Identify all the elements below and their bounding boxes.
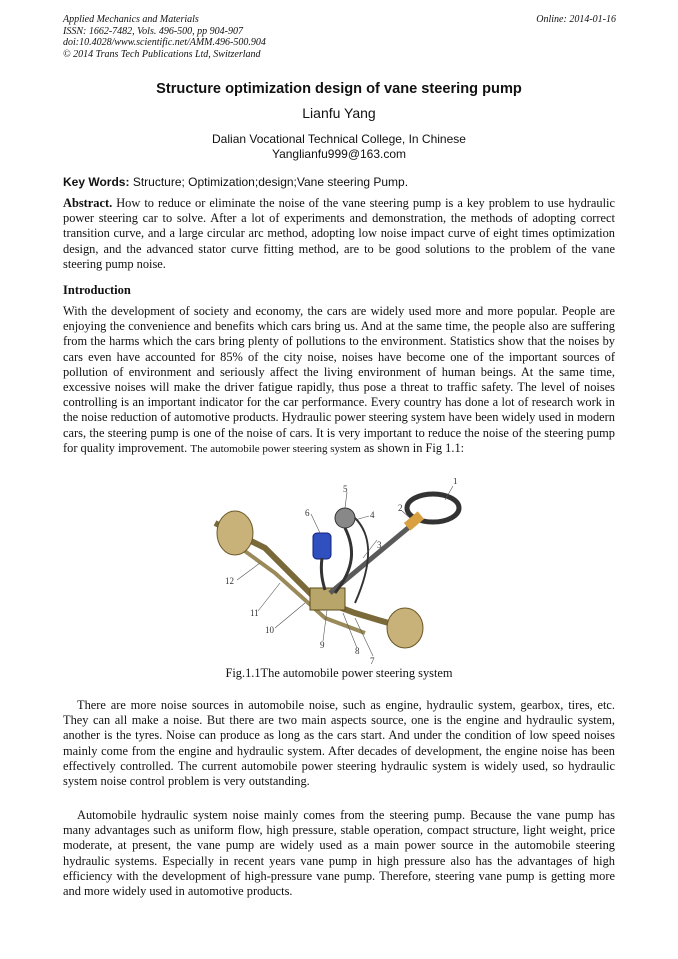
affiliation: Dalian Vocational Technical College, In Chinese xyxy=(212,132,466,146)
journal-header xyxy=(63,14,266,60)
figure-label: 11 xyxy=(250,608,259,618)
figure-caption: Fig.1.1The automobile power steering system xyxy=(225,666,453,680)
online-date xyxy=(536,14,616,26)
pressure-hose xyxy=(335,528,352,593)
figure-label: 3 xyxy=(377,540,382,550)
left-knuckle xyxy=(217,511,253,555)
figure-label: 10 xyxy=(265,625,274,635)
steering-gear xyxy=(310,588,345,610)
return-hose xyxy=(321,558,325,590)
paper-title: Structure optimization design of vane steering pump xyxy=(156,81,522,97)
fluid-reservoir xyxy=(313,533,331,559)
figure-label: 4 xyxy=(370,510,375,520)
author-name: Lianfu Yang xyxy=(302,105,376,121)
abstract-label: Abstract. xyxy=(63,196,113,210)
figure-label: 5 xyxy=(343,484,348,494)
steering-pump xyxy=(335,508,355,528)
body-paragraph-2: Automobile hydraulic system noise mainly comes from the steering pump. Because the vane pump has many advantages such as uniform flow, high pressure, stable operation, compact structure, light weight, price moderate, at present, the vane pump are widely used as a main power source in the automobile steering hydraulic systems. Especially in recent years vane pump in high pressure also has the advantages of high efficiency with the development of high-pressure vane pump. Therefore, steering vane pump is getting more and more widely used in automotive products. xyxy=(63,808,615,899)
introduction-text: With the development of society and economy, the cars are widely used more and more popular. People are enjoying the convenience and benefits which cars bring us. And at the same time, the people also are suffering from the harms which the cars bring plenty of pollutions to the environment. Statistics show that the noises by cars even have accounted for 85% of the city noise, noises have become one of the important sources of pollution of environment and seriously affect the living environment of human beings. At the same time, excessive noises will make the driver fatigue rapidly, thus pose a threat to traffic safety. The level of noises controlling is an important indicator for the car performance. Every country has done a lot of research work in the noise reduction of automotive products. Hydraulic power steering system have been widely used in modern cars, the steering pump is one of the noise of cars. It is very important to reduce the noise of the steering pump for quality improvement. xyxy=(63,304,615,455)
figure-label: 9 xyxy=(320,640,325,650)
journal-name: Applied Mechanics and Materials xyxy=(63,14,199,25)
introduction-small-text: The automobile power steering system xyxy=(190,442,361,455)
abstract-text: How to reduce or eliminate the noise of the vane steering pump is a key problem to use hydraulic power steering car to solve. After a lot of experiments and demonstration, the methods of adopting correct transition curve, and a large circular arc method, adopting low noise impact curve of eight times optimization design, and the advanced stator curve fitting method, are to be good solutions to the problem of the vane steering pump noise. xyxy=(63,196,615,271)
figure-label: 7 xyxy=(370,656,375,666)
figure-label: 6 xyxy=(305,508,310,518)
keywords xyxy=(63,175,408,189)
author-email: Yanglianfu999@163.com xyxy=(271,146,407,161)
keywords-label: Key Words: xyxy=(63,175,130,189)
affiliation-block xyxy=(0,132,678,161)
introduction-heading: Introduction xyxy=(63,283,131,297)
copyright-line: © 2014 Trans Tech Publications Ltd, Switzerland xyxy=(63,48,261,60)
abstract xyxy=(63,196,615,272)
figure-label: 2 xyxy=(398,503,403,513)
introduction-paragraph xyxy=(63,304,615,457)
steering-system-figure xyxy=(205,478,475,668)
keywords-text: Structure; Optimization;design;Vane steering Pump. xyxy=(132,175,409,189)
figure-label: 1 xyxy=(453,478,458,486)
right-knuckle xyxy=(387,608,423,648)
figure-label: 8 xyxy=(355,646,360,656)
online-date-text: Online: 2014-01-16 xyxy=(536,14,616,25)
body-paragraph-1: There are more noise sources in automobile noise, such as engine, hydraulic system, gearbox, tires, etc. They can all make a noise. But there are two main aspects source, one is the engine and hydraulic system, another is the tyres. Noise can produce as long as the cars start. And under the condition of low speed noises mainly come from the engine and hydraulic system. After decades of development, the engine noise has been effectively controlled. The current automobile power steering hydraulic system is widely used, so hydraulic system noise control problem is very outstanding. xyxy=(63,698,615,789)
figure-label: 12 xyxy=(225,576,234,586)
doi-line: doi:10.4028/www.scientific.net/AMM.496-500.904 xyxy=(63,37,266,48)
issn-line: ISSN: 1662-7482, Vols. 496-500, pp 904-907 xyxy=(63,25,243,37)
introduction-tail: as shown in Fig 1.1: xyxy=(363,440,465,455)
